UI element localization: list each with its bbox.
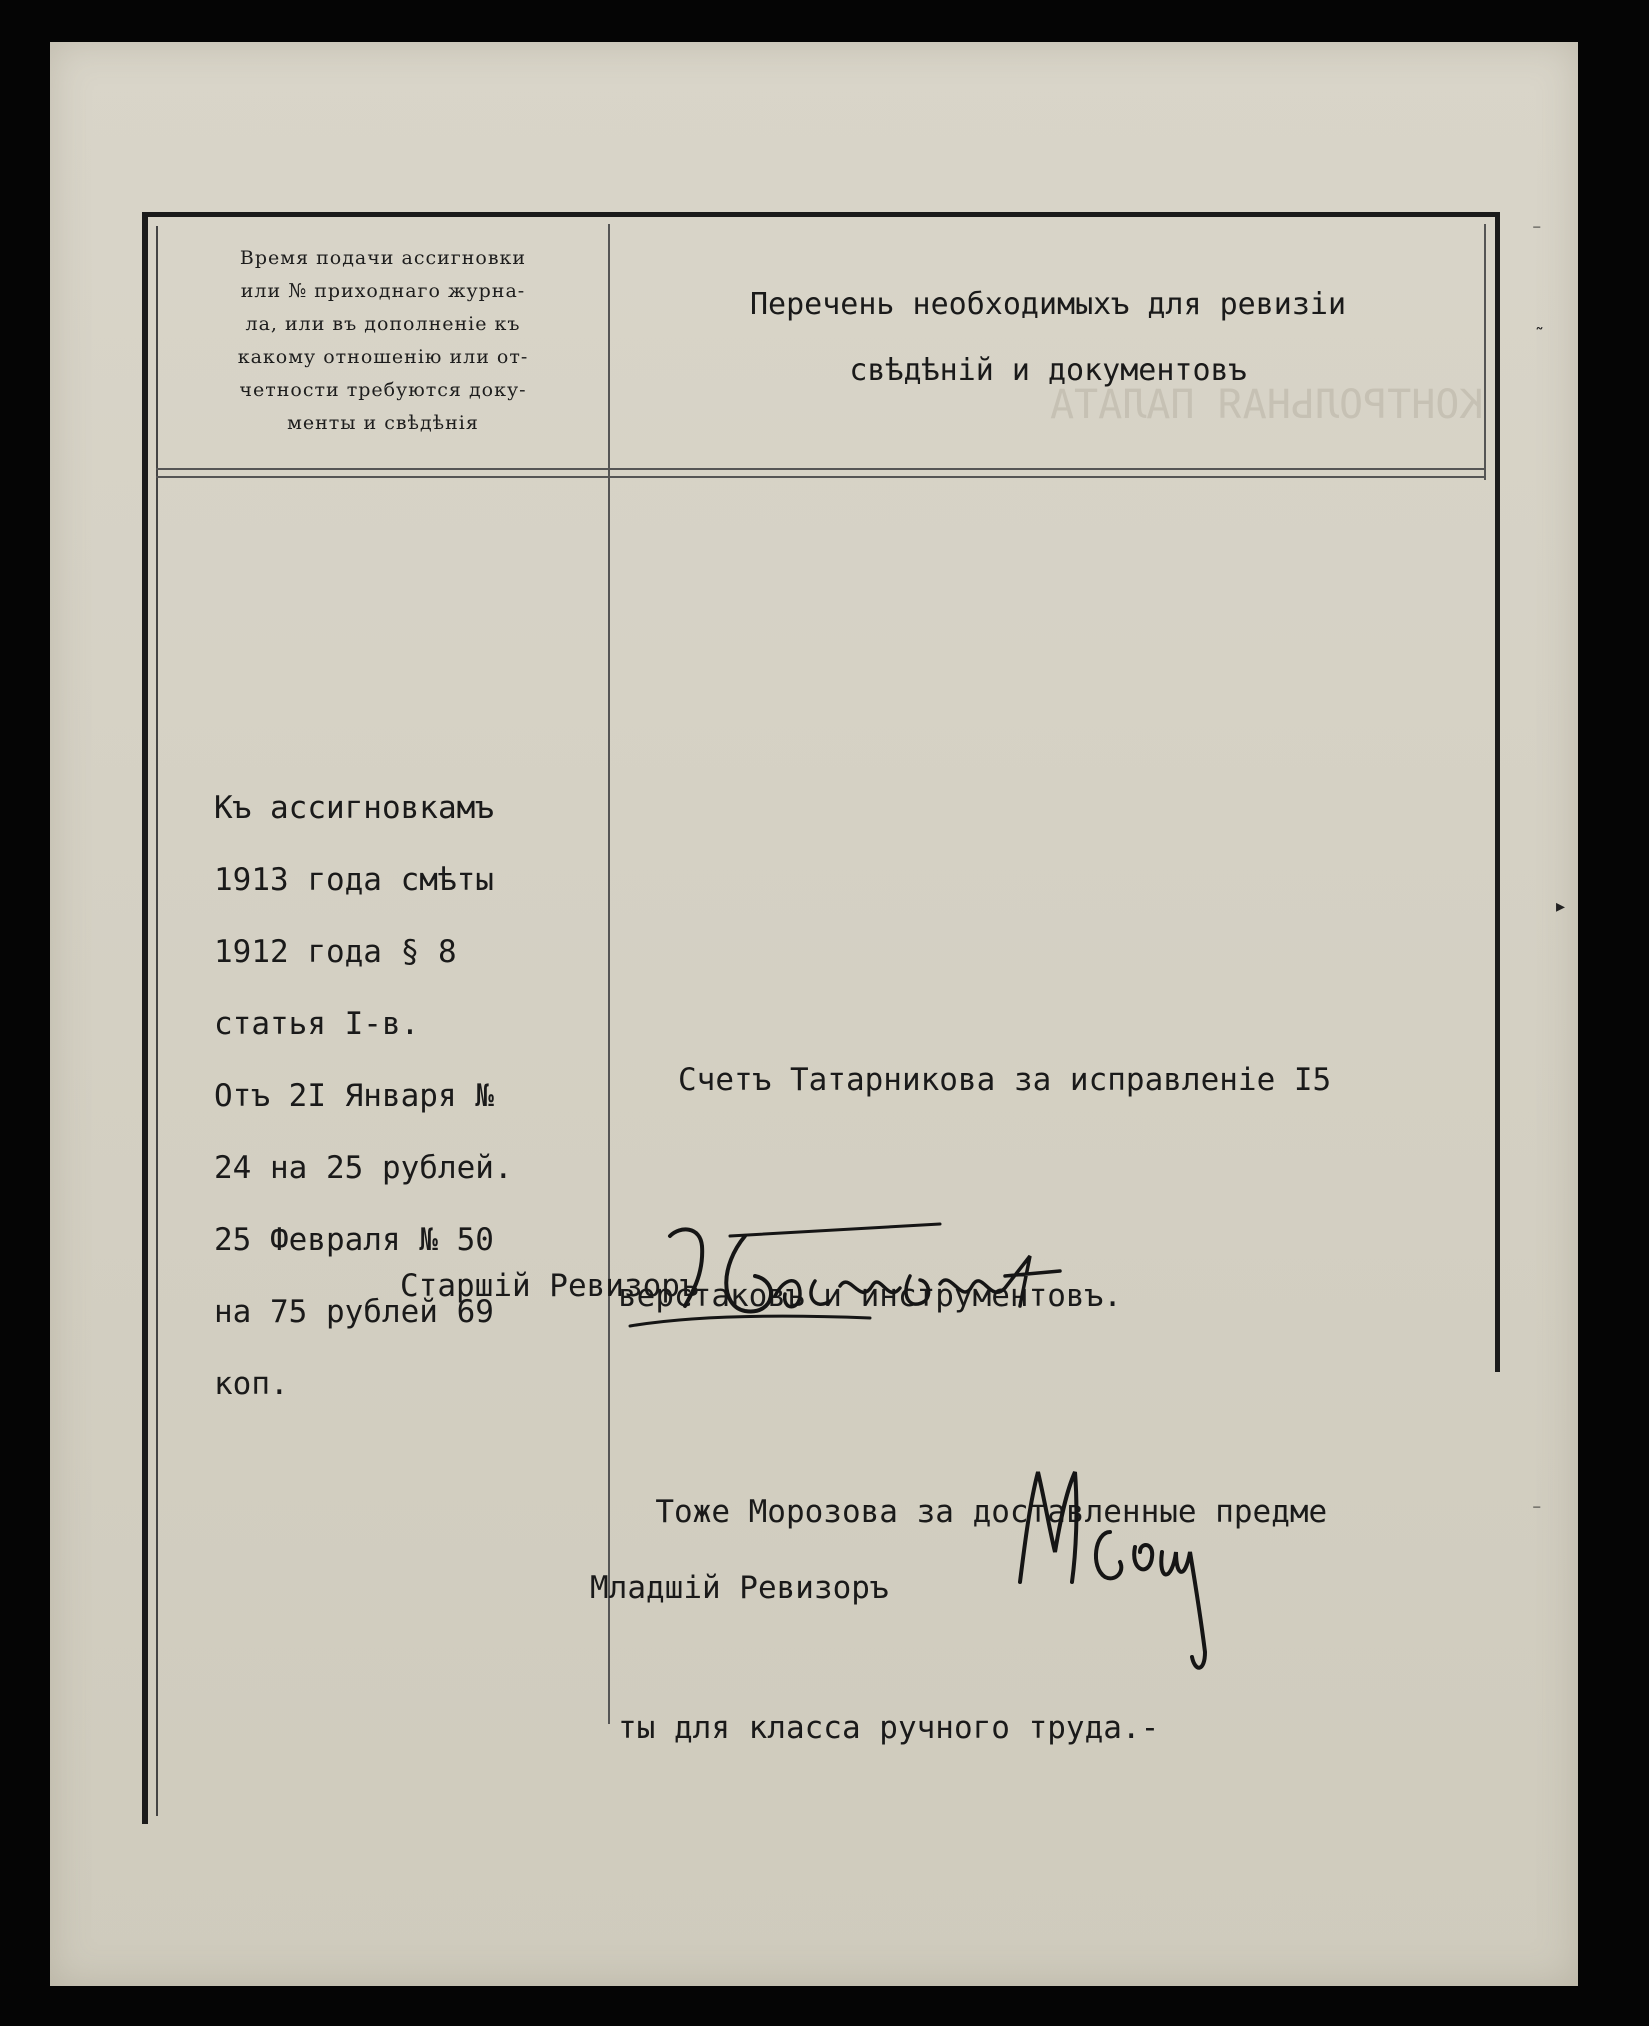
- junior-auditor-label: Младшій Ревизоръ: [590, 1570, 889, 1606]
- header-right-column: [612, 272, 1484, 404]
- table-left-rule: [142, 212, 148, 1824]
- left-entry-line: 25 Февраля № 50: [214, 1222, 494, 1258]
- right-entry-line: Тоже Морозова за доставленные предме: [618, 1494, 1328, 1530]
- header-left-line: ла, или въ дополненіе къ: [245, 313, 521, 335]
- header-left-line: Время подачи ассигновки: [239, 247, 527, 269]
- left-entry-line: коп.: [214, 1366, 289, 1402]
- right-entry-line: верстаковъ и инструментовъ.: [618, 1278, 1122, 1314]
- binder-hole-mark: ⁻: [1532, 220, 1542, 241]
- document-sheet: [50, 42, 1578, 1986]
- binder-hole-mark: ⁻: [1532, 1500, 1542, 1521]
- binder-hole-mark: ˜: [1535, 325, 1544, 346]
- left-entry-line: статья I-в.: [214, 1006, 420, 1042]
- junior-auditor-signature: [1000, 1432, 1300, 1692]
- header-divider-lower: [156, 476, 1486, 478]
- header-left-column: [160, 242, 606, 440]
- reverse-show-through: КОНТРОЛЬНАЯ ПАЛАТА: [1050, 382, 1484, 428]
- senior-auditor-signature: [610, 1176, 1170, 1336]
- header-title-line: Перечень необходимыхъ для ревизіи: [749, 287, 1347, 322]
- header-divider-upper: [156, 468, 1486, 470]
- right-entries: [618, 900, 1331, 1908]
- left-entry-line: 1912 года § 8: [214, 934, 457, 970]
- table-top-rule: [142, 212, 1500, 217]
- table-inner-left-rule: [156, 226, 158, 1816]
- binder-hole-mark: ▸: [1556, 896, 1566, 917]
- left-entry-line: 24 на 25 рублей.: [214, 1150, 513, 1186]
- table-right-rule: [1495, 212, 1500, 1372]
- header-title-line: свѣдѣній и документовъ: [849, 353, 1247, 388]
- column-divider: [608, 224, 610, 1724]
- right-entry-line: Счетъ Татарникова за исправленіе I5: [678, 1062, 1332, 1098]
- header-left-line: четности требуются доку-: [239, 379, 527, 401]
- left-entry-line: 1913 года смѣты: [214, 862, 494, 898]
- table-inner-right-rule: [1484, 224, 1486, 480]
- header-left-line: или № приходнаго журна-: [240, 280, 526, 302]
- header-left-line: менты и свѣдѣнія: [287, 412, 479, 434]
- header-left-line: какому отношенію или от-: [237, 346, 529, 368]
- senior-auditor-label: Старшій Ревизоръ: [400, 1268, 699, 1304]
- left-entries: [214, 772, 513, 1420]
- left-entry-line: Отъ 2I Января №: [214, 1078, 494, 1114]
- left-entry-line: на 75 рублей 69: [214, 1294, 494, 1330]
- left-entry-line: Къ ассигновкамъ: [214, 790, 494, 826]
- right-entry-line: ты для класса ручного труда.-: [618, 1710, 1160, 1746]
